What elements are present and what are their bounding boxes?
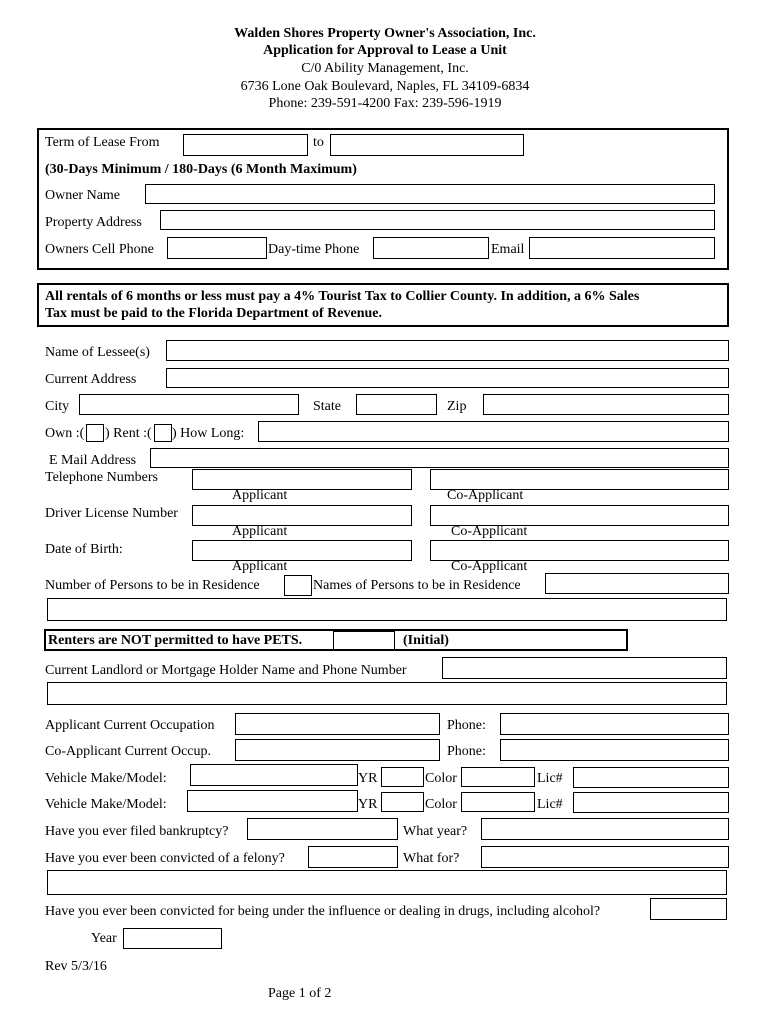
org-phone-fax: Phone: 239-591-4200 Fax: 239-596-1919 (268, 96, 502, 111)
org-address: 6736 Lone Oak Boulevard, Naples, FL 34109-6834 (240, 79, 530, 94)
felony-reason-field-2[interactable] (47, 870, 727, 895)
applicant-occupation-phone-field[interactable] (500, 713, 729, 735)
vehicle-1-color-label: Color (425, 771, 457, 786)
coapplicant-caption: Co-Applicant (451, 559, 528, 574)
current-address-field[interactable] (166, 368, 729, 388)
owner-email-field[interactable] (529, 237, 715, 259)
coapplicant-occupation-field[interactable] (235, 739, 440, 761)
lessee-name-label: Name of Lessee(s) (45, 345, 150, 360)
vehicle-1-make-field[interactable] (190, 764, 358, 786)
vehicle-2-make-field[interactable] (187, 790, 358, 812)
dui-year-field[interactable] (123, 928, 222, 949)
city-label: City (45, 399, 70, 414)
felony-label: Have you ever been convicted of a felony? (45, 851, 285, 866)
property-address-field[interactable] (160, 210, 715, 230)
how-long-label: ) How Long: (172, 426, 245, 441)
coapplicant-occupation-phone-label: Phone: (447, 744, 486, 759)
coapplicant-occupation-phone-field[interactable] (500, 739, 729, 761)
state-label: State (313, 399, 341, 414)
dui-label: Have you ever been convicted for being under the influence or dealing in drugs, including alcohol? (45, 904, 601, 919)
persons-names-field-2[interactable] (47, 598, 727, 621)
lease-to-field[interactable] (330, 134, 524, 156)
current-address-label: Current Address (45, 372, 137, 387)
property-address-label: Property Address (45, 215, 142, 230)
lessee-email-field[interactable] (150, 448, 729, 468)
vehicle-1-yr-field[interactable] (381, 767, 424, 787)
owners-cell-label: Owners Cell Phone (45, 242, 154, 257)
what-for-label: What for? (403, 851, 460, 866)
bankruptcy-year-field[interactable] (481, 818, 729, 840)
lessee-name-field[interactable] (166, 340, 729, 361)
city-field[interactable] (79, 394, 299, 415)
coapplicant-occupation-label: Co-Applicant Current Occup. (45, 744, 212, 759)
zip-label: Zip (447, 399, 467, 414)
vehicle-1-color-field[interactable] (461, 767, 535, 787)
dui-year-label: Year (91, 931, 117, 946)
vehicle-2-lic-label: Lic# (537, 797, 563, 812)
landlord-field[interactable] (442, 657, 727, 679)
vehicle-2-label: Vehicle Make/Model: (45, 797, 167, 812)
to-label: to (313, 135, 324, 150)
landlord-label: Current Landlord or Mortgage Holder Name and Phone Number (45, 663, 407, 678)
dob-label: Date of Birth: (45, 542, 123, 557)
applicant-license-field[interactable] (192, 505, 412, 526)
vehicle-2-yr-label: YR (358, 797, 378, 812)
vehicle-2-yr-field[interactable] (381, 792, 424, 812)
applicant-occupation-field[interactable] (235, 713, 440, 735)
what-year-label: What year? (403, 824, 468, 839)
lessee-email-label: E Mail Address (49, 453, 137, 468)
how-long-field[interactable] (258, 421, 729, 442)
applicant-caption: Applicant (232, 488, 288, 503)
coapplicant-caption: Co-Applicant (447, 488, 524, 503)
dui-field[interactable] (650, 898, 727, 920)
applicant-caption: Applicant (232, 524, 288, 539)
tax-notice-line1: All rentals of 6 months or less must pay a 4% Tourist Tax to Collier County. In addition, a 6% Sales (45, 289, 640, 304)
felony-reason-field[interactable] (481, 846, 729, 868)
page-number: Page 1 of 2 (268, 986, 332, 1001)
vehicle-1-lic-label: Lic# (537, 771, 563, 786)
own-checkbox[interactable] (86, 424, 104, 442)
landlord-field-2[interactable] (47, 682, 727, 705)
bankruptcy-field[interactable] (247, 818, 398, 840)
rent-label: ) Rent :( (105, 426, 152, 441)
vehicle-2-color-field[interactable] (461, 792, 535, 812)
vehicle-1-yr-label: YR (358, 771, 378, 786)
felony-field[interactable] (308, 846, 398, 868)
coapplicant-license-field[interactable] (430, 505, 729, 526)
zip-field[interactable] (483, 394, 729, 415)
persons-names-field[interactable] (545, 573, 729, 594)
vehicle-2-lic-field[interactable] (573, 792, 729, 813)
coapplicant-caption: Co-Applicant (451, 524, 528, 539)
term-label: Term of Lease From (45, 135, 160, 150)
duration-note: (30-Days Minimum / 180-Days (6 Month Maximum) (45, 162, 357, 177)
bankruptcy-label: Have you ever filed bankruptcy? (45, 824, 229, 839)
persons-count-label: Number of Persons to be in Residence (45, 578, 260, 593)
persons-count-field[interactable] (284, 575, 312, 596)
owner-name-field[interactable] (145, 184, 715, 204)
vehicle-2-color-label: Color (425, 797, 457, 812)
daytime-phone-label: Day-time Phone (268, 242, 360, 257)
pets-initial-field[interactable] (333, 631, 395, 650)
telephone-label: Telephone Numbers (45, 470, 158, 485)
care-of: C/0 Ability Management, Inc. (301, 61, 469, 76)
owner-name-label: Owner Name (45, 188, 121, 203)
vehicle-1-label: Vehicle Make/Model: (45, 771, 167, 786)
applicant-occupation-phone-label: Phone: (447, 718, 486, 733)
persons-names-label: Names of Persons to be in Residence (313, 578, 521, 593)
revision-label: Rev 5/3/16 (45, 959, 107, 974)
lease-from-field[interactable] (183, 134, 308, 156)
daytime-phone-field[interactable] (373, 237, 489, 259)
tax-notice-line2: Tax must be paid to the Florida Department of Revenue. (45, 306, 383, 321)
driver-license-label: Driver License Number (45, 506, 178, 521)
owners-cell-field[interactable] (167, 237, 267, 259)
own-label: Own :( (45, 426, 85, 441)
applicant-phone-field[interactable] (192, 469, 412, 490)
coapplicant-dob-field[interactable] (430, 540, 729, 561)
state-field[interactable] (356, 394, 437, 415)
applicant-dob-field[interactable] (192, 540, 412, 561)
coapplicant-phone-field[interactable] (430, 469, 729, 490)
form-title: Application for Approval to Lease a Unit (263, 43, 507, 58)
org-name: Walden Shores Property Owner's Association, Inc. (234, 26, 536, 41)
owner-email-label: Email (491, 242, 525, 257)
applicant-occupation-label: Applicant Current Occupation (45, 718, 215, 733)
pets-notice: Renters are NOT permitted to have PETS. (48, 633, 303, 648)
applicant-caption: Applicant (232, 559, 288, 574)
vehicle-1-lic-field[interactable] (573, 767, 729, 788)
rent-checkbox[interactable] (154, 424, 172, 442)
pets-initial-label: (Initial) (403, 633, 449, 648)
